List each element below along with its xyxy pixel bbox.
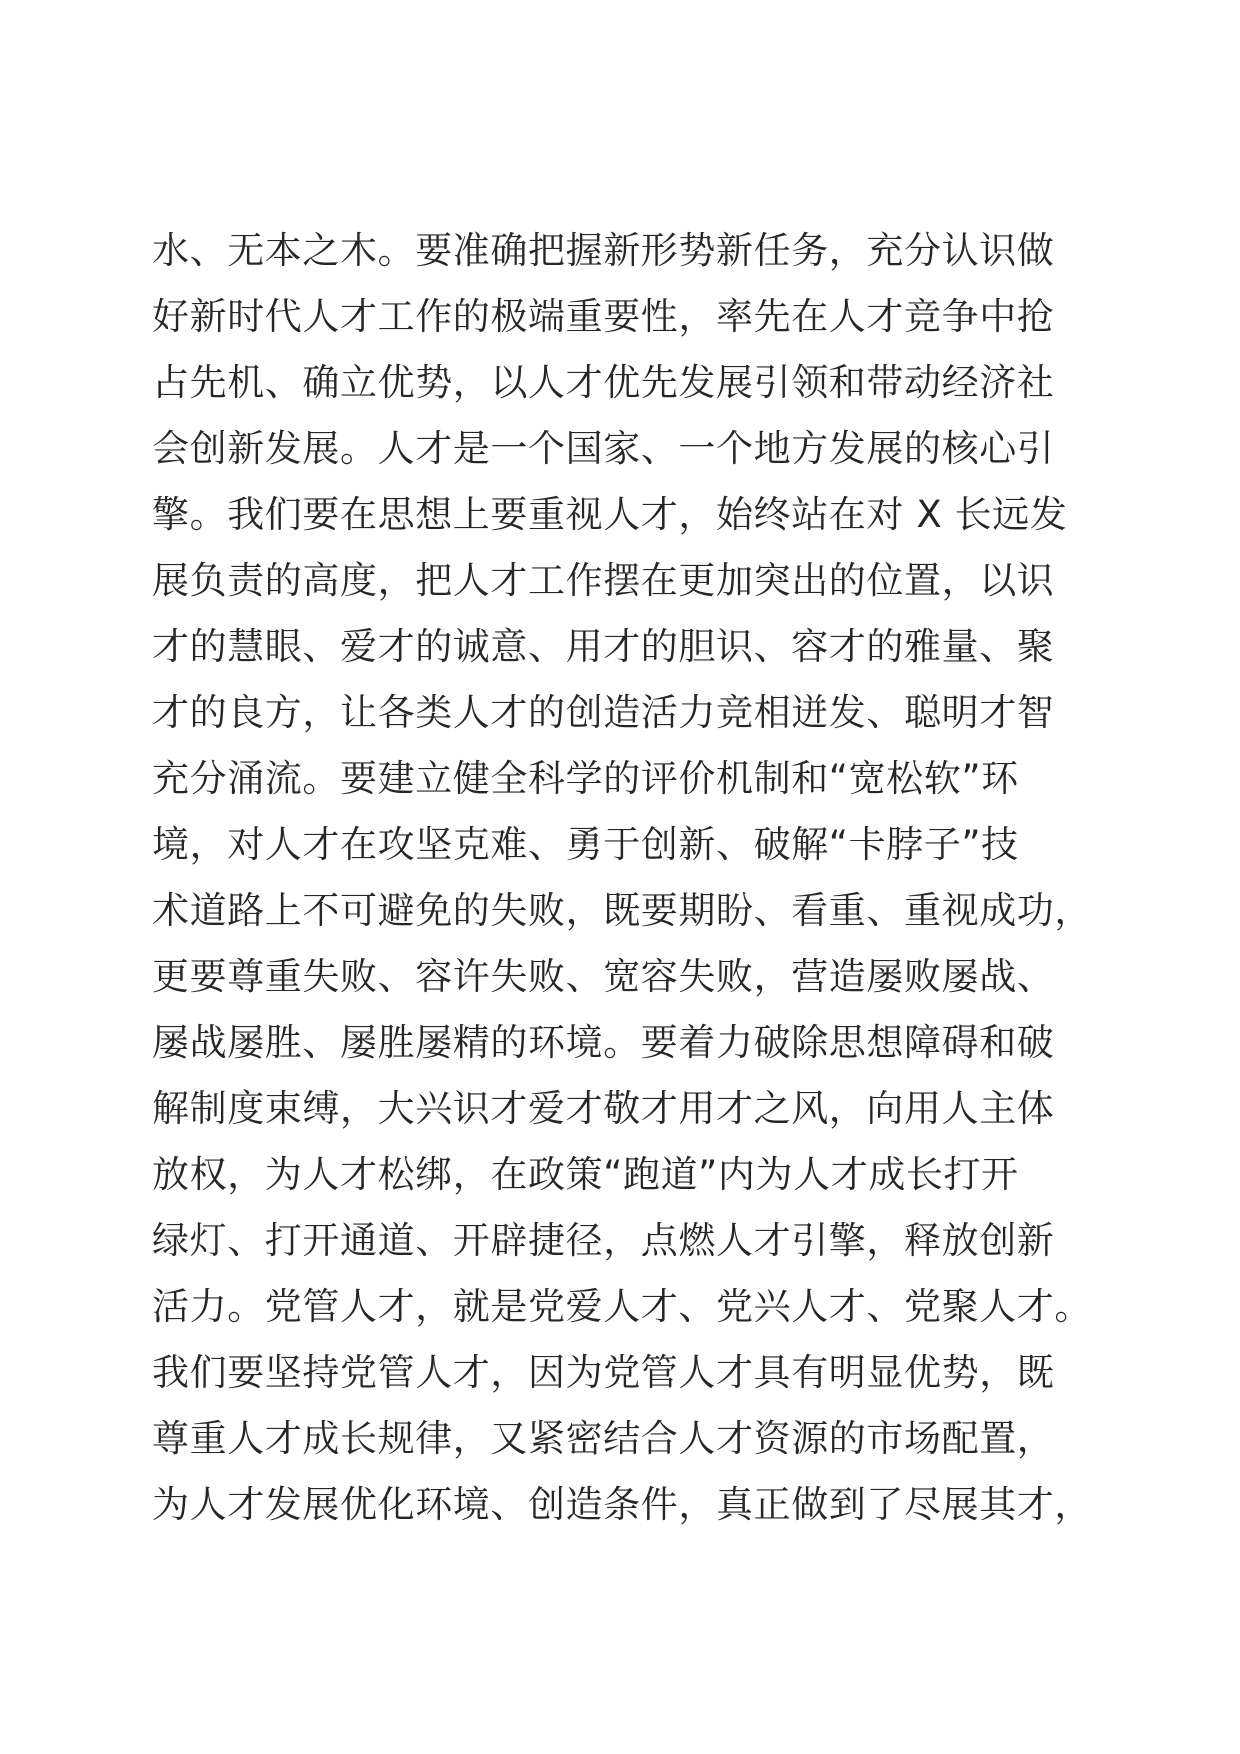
text-line: 放权，为人才松绑，在政策“跑道”内为人才成长打开 xyxy=(152,1153,1019,1196)
text-line: 展负责的高度，把人才工作摆在更加突出的位置，以识 xyxy=(152,559,1055,602)
text-line: 更要尊重失败、容许失败、宽容失败，营造屡败屡战、 xyxy=(152,955,1055,998)
text-line: 绿灯、打开通道、开辟捷径，点燃人才引擎，释放创新 xyxy=(152,1219,1055,1262)
text-line: 占先机、确立优势，以人才优先发展引领和带动经济社 xyxy=(152,361,1055,404)
text-line: 活力。党管人才，就是党爱人才、党兴人才、党聚人才。 xyxy=(152,1285,1092,1328)
text-line: 为人才发展优化环境、创造条件，真正做到了尽展其才， xyxy=(152,1483,1092,1526)
body-paragraph xyxy=(152,218,1112,1538)
text-line: 才的良方，让各类人才的创造活力竞相迸发、聪明才智 xyxy=(152,691,1055,734)
text-line: 境，对人才在攻坚克难、勇于创新、破解“卡脖子”技 xyxy=(152,823,1019,866)
text-line: 我们要坚持党管人才，因为党管人才具有明显优势，既 xyxy=(152,1351,1055,1394)
text-line: 尊重人才成长规律，又紧密结合人才资源的市场配置， xyxy=(152,1417,1055,1460)
text-line: 术道路上不可避免的失败，既要期盼、看重、重视成功， xyxy=(152,889,1092,932)
text-line: 才的慧眼、爱才的诚意、用才的胆识、容才的雅量、聚 xyxy=(152,625,1055,668)
text-line: 好新时代人才工作的极端重要性，率先在人才竞争中抢 xyxy=(152,295,1055,338)
text-line: 会创新发展。人才是一个国家、一个地方发展的核心引 xyxy=(152,427,1055,470)
text-line: 充分涌流。要建立健全科学的评价机制和“宽松软”环 xyxy=(152,757,1019,800)
text-line: 屡战屡胜、屡胜屡精的环境。要着力破除思想障碍和破 xyxy=(152,1021,1055,1064)
text-line: 水、无本之木。要准确把握新形势新任务，充分认识做 xyxy=(152,229,1055,272)
text-line: 解制度束缚，大兴识才爱才敬才用才之风，向用人主体 xyxy=(152,1087,1055,1130)
text-line: 擎。我们要在思想上要重视人才，始终站在对 X 长远发 xyxy=(152,493,1068,536)
